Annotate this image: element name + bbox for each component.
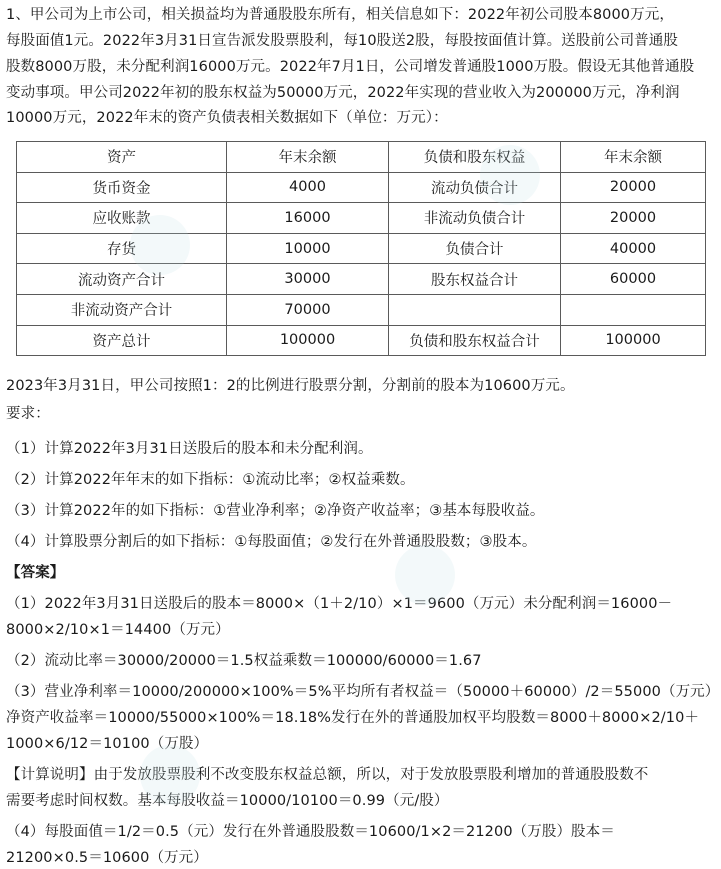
table-cell: 16000 <box>227 203 389 234</box>
answer-1-line-1: （1）2022年3月31日送股后的股本＝8000×（1＋2/10）×1＝9600（万元）未分配利润＝16000－ <box>6 596 673 612</box>
calc-note-line-1: 【计算说明】由于发放股票股利不改变股东权益总额，所以，对于发放股票股利增加的普通股股数不 <box>6 767 649 783</box>
table-header-row <box>17 142 706 173</box>
requirement-3: （3）计算2022年的如下指标：①营业净利率；②净资产收益率；③基本每股收益。 <box>6 503 545 519</box>
table-header-cell: 资产 <box>17 142 227 173</box>
requirement-1: （1）计算2022年3月31日送股后的股本和未分配利润。 <box>6 441 373 457</box>
table-cell: 流动资产合计 <box>17 264 227 295</box>
answer-4-line-1: （4）每股面值＝1/2＝0.5（元）发行在外普通股股数＝10600/1×2＝21200（万股）股本＝ <box>6 824 615 840</box>
table-row <box>17 233 706 264</box>
table-cell <box>561 294 706 325</box>
table-cell: 100000 <box>561 325 706 356</box>
table-row <box>17 264 706 295</box>
table-cell: 40000 <box>561 233 706 264</box>
requirements-title: 要求： <box>6 406 50 422</box>
table-cell: 非流动资产合计 <box>17 294 227 325</box>
table-cell: 应收账款 <box>17 203 227 234</box>
table-cell: 20000 <box>561 203 706 234</box>
table-cell: 负债合计 <box>389 233 561 264</box>
answer-3-line-3: 1000×6/12＝10100（万股） <box>6 736 209 752</box>
table-cell: 货币资金 <box>17 172 227 203</box>
table-cell: 存货 <box>17 233 227 264</box>
table-cell: 70000 <box>227 294 389 325</box>
table-cell: 负债和股东权益合计 <box>389 325 561 356</box>
table-header-cell: 年末余额 <box>561 142 706 173</box>
problem-line-1: 1、甲公司为上市公司，相关损益均为普通股股东所有，相关信息如下：2022年初公司股本8000万元， <box>6 7 674 23</box>
table-cell: 非流动负债合计 <box>389 203 561 234</box>
answer-2: （2）流动比率＝30000/20000＝1.5权益乘数＝100000/60000＝1.67 <box>6 653 482 669</box>
table-row <box>17 203 706 234</box>
table-cell: 30000 <box>227 264 389 295</box>
table-cell: 股东权益合计 <box>389 264 561 295</box>
table-header-cell: 年末余额 <box>227 142 389 173</box>
answer-1-line-2: 8000×2/10×1＝14400（万元） <box>6 622 230 638</box>
answer-3-line-2: 净资产收益率＝10000/55000×100%＝18.18%发行在外的普通股加权平均股数＝8000＋8000×2/10＋ <box>6 710 700 726</box>
answer-title: 【答案】 <box>6 565 65 581</box>
table-cell: 100000 <box>227 325 389 356</box>
table-row <box>17 172 706 203</box>
table-row <box>17 325 706 356</box>
problem-line-4: 变动事项。甲公司2022年初的股东权益为50000万元，2022年实现的营业收入为200000万元，净利润 <box>6 85 680 101</box>
calc-note-line-2: 需要考虑时间权数。基本每股收益＝10000/10100＝0.99（元/股） <box>6 793 449 809</box>
table-cell <box>389 294 561 325</box>
table-cell: 60000 <box>561 264 706 295</box>
table-header-cell: 负债和股东权益 <box>389 142 561 173</box>
requirement-4: （4）计算股票分割后的如下指标：①每股面值；②发行在外普通股股数；③股本。 <box>6 534 537 550</box>
table-cell: 20000 <box>561 172 706 203</box>
answer-3-line-1: （3）营业净利率＝10000/200000×100%＝5%平均所有者权益＝（50000＋60000）/2＝55000（万元） <box>6 684 720 700</box>
table-cell: 4000 <box>227 172 389 203</box>
balance-sheet-table <box>16 141 706 356</box>
table-cell: 10000 <box>227 233 389 264</box>
table-row <box>17 294 706 325</box>
problem-line-2: 每股面值1元。2022年3月31日宣告派发股票股利，每10股送2股，每股按面值计算。送股前公司普通股 <box>6 33 678 49</box>
table-cell: 流动负债合计 <box>389 172 561 203</box>
split-statement: 2023年3月31日，甲公司按照1：2的比例进行股票分割，分割前的股本为10600万元。 <box>6 378 575 394</box>
table-cell: 资产总计 <box>17 325 227 356</box>
answer-4-line-2: 21200×0.5＝10600（万元） <box>6 850 208 866</box>
requirement-2: （2）计算2022年年末的如下指标：①流动比率；②权益乘数。 <box>6 472 415 488</box>
problem-line-5: 10000万元，2022年末的资产负债表相关数据如下（单位：万元）： <box>6 110 448 126</box>
problem-line-3: 股数8000万股，未分配利润16000万元。2022年7月1日，公司增发普通股1000万股。假设无其他普通股 <box>6 59 695 75</box>
